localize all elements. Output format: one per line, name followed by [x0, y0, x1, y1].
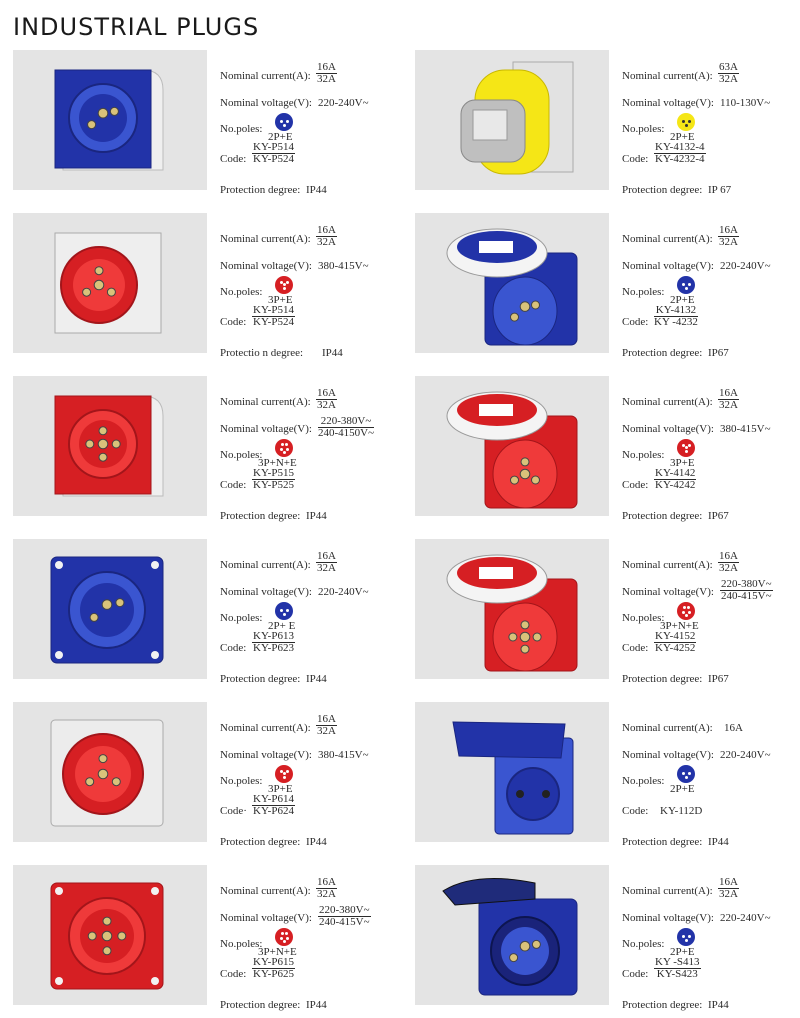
current-values	[316, 877, 337, 900]
poles-label: No.poles:	[220, 449, 263, 461]
protection-value: IP44	[306, 836, 327, 848]
code-label: Code:	[622, 316, 649, 328]
code-value: KY -4232	[654, 316, 698, 328]
current-value: 16A	[719, 876, 738, 888]
voltage-label: Nominal voltage(V):	[622, 912, 714, 924]
current-value: 16A	[317, 61, 336, 73]
voltage-value: 220-380V~	[721, 578, 772, 590]
protection-label: Protection degree:	[622, 673, 703, 685]
voltage-label: Nominal voltage(V):	[220, 586, 312, 598]
code-value: KY-112D	[660, 805, 703, 817]
current-value: 16A	[317, 224, 336, 236]
code-value: KY-P623	[253, 642, 294, 654]
protection-label: Protection degree:	[220, 510, 301, 522]
product-specs	[220, 376, 398, 536]
voltage-label: Nominal voltage(V):	[622, 586, 714, 598]
product-image	[415, 702, 609, 842]
product-image	[415, 213, 609, 353]
voltage-label: Nominal voltage(V):	[220, 97, 312, 109]
code-values	[252, 468, 295, 491]
code-label: Code:	[622, 153, 649, 165]
voltage-value: 220-240V~	[318, 586, 369, 598]
poles-label: No.poles:	[220, 775, 263, 787]
poles-diagram-icon	[275, 928, 293, 946]
product-card	[0, 865, 400, 1018]
product-card	[0, 702, 400, 862]
current-value: 32A	[317, 73, 336, 85]
current-label: Nominal current(A):	[220, 70, 311, 82]
protection-value: IP67	[708, 673, 729, 685]
product-card	[402, 50, 800, 210]
current-values	[316, 225, 337, 248]
current-value: 16A	[724, 722, 743, 734]
poles-value: 3P+N+E	[258, 457, 297, 469]
poles-value: 2P+E	[268, 131, 293, 143]
product-image	[13, 50, 207, 190]
poles-value: 3P+N+E	[258, 946, 297, 958]
current-value: 32A	[317, 236, 336, 248]
code-value: KY-P524	[253, 153, 294, 165]
current-value: 16A	[719, 224, 738, 236]
protection-label: Protection degree:	[622, 510, 703, 522]
code-label: Code:	[622, 479, 649, 491]
code-value: KY-4152	[655, 630, 696, 642]
code-label: Code:	[220, 968, 247, 980]
code-label: Code:	[622, 642, 649, 654]
current-value: 16A	[317, 876, 336, 888]
code-label: Code:	[220, 316, 247, 328]
current-value: 16A	[719, 387, 738, 399]
voltage-label: Nominal voltage(V):	[622, 749, 714, 761]
product-image	[13, 865, 207, 1005]
product-card	[0, 50, 400, 210]
voltage-label: Nominal voltage(V):	[220, 260, 312, 272]
product-specs	[220, 865, 398, 1018]
protection-label: Protection degree:	[220, 184, 301, 196]
current-label: Nominal current(A):	[622, 559, 713, 571]
protection-value: IP67	[708, 510, 729, 522]
voltage-label: Nominal voltage(V):	[220, 749, 312, 761]
product-image	[415, 50, 609, 190]
protection-value: IP 67	[708, 184, 732, 196]
current-label: Nominal current(A):	[220, 885, 311, 897]
voltage-value: 240-415V~	[319, 916, 370, 928]
product-card	[402, 702, 800, 862]
current-label: Nominal current(A):	[622, 885, 713, 897]
code-value: KY-P524	[253, 316, 294, 328]
poles-label: No.poles:	[622, 449, 665, 461]
code-label: Code:	[220, 153, 247, 165]
poles-value: 2P+ E	[268, 620, 296, 632]
code-value: KY -S413	[655, 956, 700, 968]
protection-value: IP44	[322, 347, 343, 359]
product-image	[13, 702, 207, 842]
product-specs	[220, 702, 398, 862]
poles-label: No.poles:	[622, 286, 665, 298]
code-value: KY-S423	[656, 968, 698, 980]
code-value: KY-P525	[253, 479, 294, 491]
poles-diagram-icon	[677, 765, 695, 783]
current-value: 63A	[719, 61, 738, 73]
poles-diagram-icon	[275, 765, 293, 783]
current-values	[718, 551, 739, 574]
code-value: KY-P614	[253, 793, 294, 805]
code-values	[654, 957, 701, 980]
current-values	[316, 388, 337, 411]
protection-label: Protectio n degree:	[220, 347, 304, 359]
product-card	[402, 213, 800, 373]
poles-label: No.poles:	[622, 123, 665, 135]
code-values	[252, 957, 295, 980]
product-specs	[622, 213, 800, 373]
voltage-label: Nominal voltage(V):	[220, 423, 312, 435]
code-value: KY-4132-4	[655, 141, 705, 153]
poles-diagram-icon	[677, 602, 695, 620]
code-value: KY-P514	[253, 141, 294, 153]
code-value: KY-4232-4	[655, 153, 705, 165]
code-value: KY-4142	[655, 467, 696, 479]
protection-label: Protection degree:	[622, 347, 703, 359]
product-image	[415, 539, 609, 679]
protection-label: Protection degree:	[220, 836, 301, 848]
protection-value: IP44	[708, 836, 729, 848]
current-values	[718, 388, 739, 411]
current-values	[316, 62, 337, 85]
current-value: 16A	[719, 550, 738, 562]
current-value: 32A	[719, 73, 738, 85]
poles-value: 2P+E	[670, 131, 695, 143]
current-label: Nominal current(A):	[622, 233, 713, 245]
product-card	[0, 213, 400, 373]
product-specs	[220, 50, 398, 210]
poles-diagram-icon	[275, 113, 293, 131]
voltage-label: Nominal voltage(V):	[622, 423, 714, 435]
poles-label: No.poles:	[622, 775, 665, 787]
product-card	[0, 376, 400, 536]
voltage-value: 220-240V~	[720, 260, 771, 272]
protection-label: Protection degree:	[220, 999, 301, 1011]
current-values	[316, 551, 337, 574]
product-card	[402, 865, 800, 1018]
current-label: Nominal current(A):	[220, 396, 311, 408]
current-value: 32A	[317, 725, 336, 737]
poles-label: No.poles:	[220, 123, 263, 135]
current-values	[718, 225, 739, 248]
protection-value: IP44	[306, 673, 327, 685]
product-specs	[622, 50, 800, 210]
product-card	[402, 539, 800, 699]
current-label: Nominal current(A):	[220, 722, 311, 734]
current-label: Nominal current(A):	[622, 70, 713, 82]
voltage-label: Nominal voltage(V):	[622, 260, 714, 272]
code-values	[252, 142, 295, 165]
poles-label: No.poles:	[220, 612, 263, 624]
code-label: Code:	[220, 642, 247, 654]
code-label: Code:	[622, 968, 649, 980]
poles-diagram-icon	[275, 602, 293, 620]
current-label: Nominal current(A):	[220, 233, 311, 245]
protection-value: IP44	[306, 999, 327, 1011]
voltage-values	[318, 905, 371, 928]
poles-label: No.poles:	[622, 612, 665, 624]
code-values	[252, 794, 295, 817]
voltage-value: 380-415V~	[318, 260, 369, 272]
protection-label: Protection degree:	[622, 999, 703, 1011]
product-image	[13, 213, 207, 353]
poles-value: 2P+E	[670, 294, 695, 306]
current-label: Nominal current(A):	[622, 396, 713, 408]
code-label: Code·	[220, 805, 247, 817]
poles-value: 3P+E	[268, 294, 293, 306]
current-value: 32A	[719, 562, 738, 574]
voltage-value: 110-130V~	[720, 97, 771, 109]
product-card	[0, 539, 400, 699]
product-card	[402, 376, 800, 536]
current-value: 32A	[719, 399, 738, 411]
poles-diagram-icon	[677, 928, 695, 946]
poles-value: 3P+N+E	[660, 620, 699, 632]
voltage-value: 380-415V~	[720, 423, 771, 435]
poles-value: 3P+E	[670, 457, 695, 469]
poles-value: 2P+E	[670, 946, 695, 958]
current-label: Nominal current(A):	[220, 559, 311, 571]
product-specs	[220, 539, 398, 699]
poles-diagram-icon	[677, 276, 695, 294]
poles-value: 3P+E	[268, 783, 293, 795]
code-value: KY-4132	[655, 304, 697, 316]
poles-diagram-icon	[677, 113, 695, 131]
code-label: Code:	[220, 479, 247, 491]
code-value: KY-P625	[253, 968, 294, 980]
current-value: 32A	[719, 236, 738, 248]
code-value: KY-P515	[253, 467, 294, 479]
voltage-value: 220-240V~	[720, 749, 771, 761]
code-value: KY-4242	[655, 479, 696, 491]
current-value: 32A	[317, 399, 336, 411]
code-value: KY-P613	[253, 630, 294, 642]
product-specs	[622, 865, 800, 1018]
protection-label: Protection degree:	[622, 836, 703, 848]
code-label: Code:	[622, 805, 649, 817]
voltage-label: Nominal voltage(V):	[622, 97, 714, 109]
voltage-values	[720, 579, 773, 602]
product-image	[415, 865, 609, 1005]
poles-diagram-icon	[275, 439, 293, 457]
code-values	[654, 631, 696, 654]
voltage-label: Nominal voltage(V):	[220, 912, 312, 924]
product-image	[13, 539, 207, 679]
voltage-value: 220-380V~	[318, 416, 374, 428]
protection-value: IP44	[306, 510, 327, 522]
code-value: KY-P615	[253, 956, 294, 968]
current-value: 16A	[317, 387, 336, 399]
poles-diagram-icon	[275, 276, 293, 294]
code-values	[654, 468, 696, 491]
current-values	[718, 62, 739, 85]
current-values	[316, 714, 337, 737]
current-value: 32A	[317, 888, 336, 900]
poles-label: No.poles:	[220, 286, 263, 298]
page-title: INDUSTRIAL PLUGS	[13, 13, 260, 41]
current-label: Nominal current(A):	[622, 722, 713, 734]
voltage-value: 220-240V~	[720, 912, 771, 924]
product-image	[13, 376, 207, 516]
voltage-value: 220-380V~	[319, 904, 370, 916]
voltage-value: 380-415V~	[318, 749, 369, 761]
product-specs	[622, 376, 800, 536]
product-specs	[220, 213, 398, 373]
code-values	[654, 142, 706, 165]
voltage-value: 220-240V~	[318, 97, 369, 109]
voltage-value: 240-4150V~	[318, 427, 375, 439]
code-values	[252, 305, 295, 328]
voltage-value: 240-415V~	[721, 590, 772, 602]
code-values	[252, 631, 295, 654]
voltage-values	[318, 416, 374, 439]
protection-value: IP44	[306, 184, 327, 196]
protection-label: Protection degree:	[220, 673, 301, 685]
current-value: 32A	[317, 562, 336, 574]
code-value: KY-P514	[253, 304, 294, 316]
product-specs	[622, 702, 800, 862]
poles-diagram-icon	[677, 439, 695, 457]
poles-label: No.poles:	[220, 938, 263, 950]
current-values	[718, 877, 739, 900]
product-image	[415, 376, 609, 516]
current-value: 32A	[719, 888, 738, 900]
protection-value: IP67	[708, 347, 729, 359]
current-value: 16A	[317, 713, 336, 725]
poles-label: No.poles:	[622, 938, 665, 950]
code-values	[654, 305, 698, 328]
current-value: 16A	[317, 550, 336, 562]
product-specs	[622, 539, 800, 699]
code-value: KY-P624	[253, 805, 294, 817]
protection-value: IP44	[708, 999, 729, 1011]
code-value: KY-4252	[655, 642, 696, 654]
poles-value: 2P+E	[670, 783, 695, 795]
protection-label: Protection degree:	[622, 184, 703, 196]
